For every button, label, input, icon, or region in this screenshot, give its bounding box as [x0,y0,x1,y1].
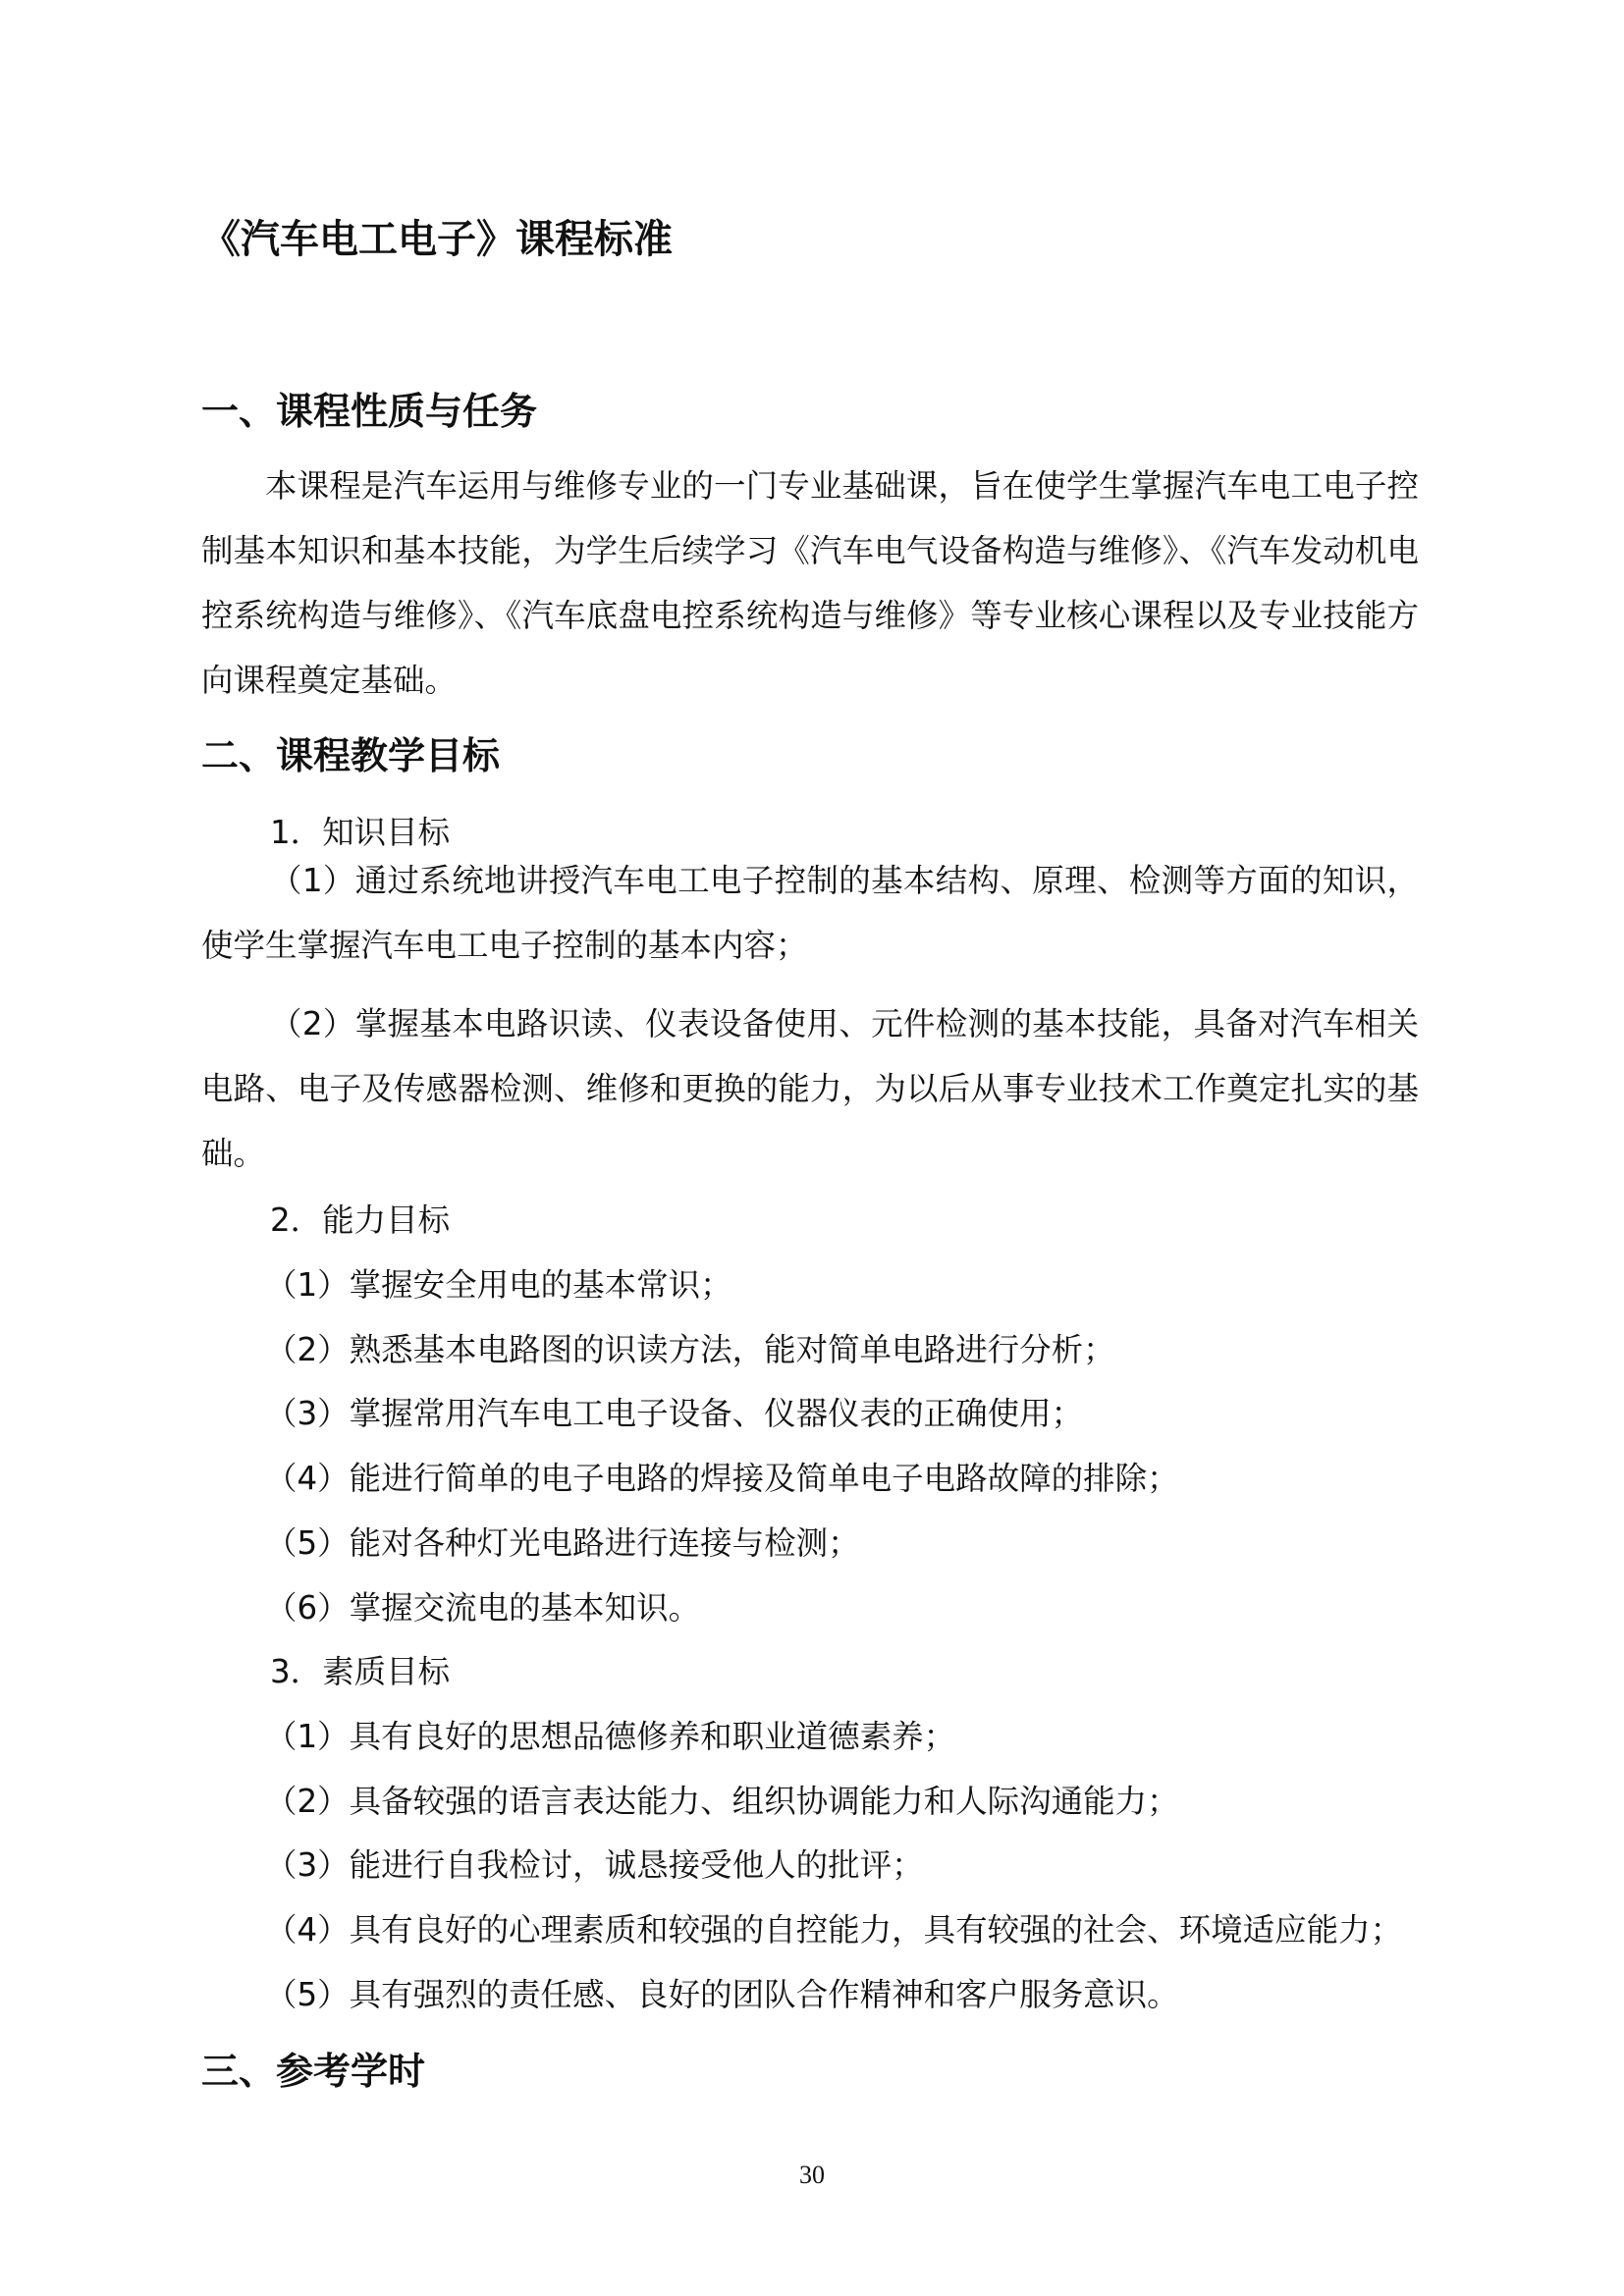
course-nature-paragraph: 本课程是汽车运用与维修专业的一门专业基础课，旨在使学生掌握汽车电工电子控制基本知识和基本技能，为学生后续学习《汽车电气设备构造与维修》、《汽车发动机电控系统构造与维修》、《汽车底盘电控系统构造与维修》等专业核心课程以及专业技能方向课程奠定基础。 [201,467,1419,699]
ability-goal-item: （6）掌握交流电的基本知识。 [265,1589,701,1627]
ability-goal-item: （5）能对各种灯光电路进行连接与检测； [265,1524,860,1562]
page-number: 30 [799,2161,825,2189]
quality-goal-item: （4）具有良好的心理素质和较强的自控能力，具有较强的社会、环境适应能力； [265,1911,1403,1949]
section-heading-course-nature: 一、课程性质与任务 [201,390,538,433]
section-heading-reference-hours: 三、参考学时 [201,2050,426,2093]
ability-goal-item: （4）能进行简单的电子电路的焊接及简单电子电路故障的排除； [265,1460,1179,1497]
quality-goals-label: 3．素质目标 [270,1653,451,1690]
quality-goal-item: （3）能进行自我检讨，诚恳接受他人的批评； [265,1846,924,1884]
quality-goal-item: （2）具备较强的语言表达能力、组织协调能力和人际沟通能力； [265,1783,1179,1820]
knowledge-goal-item: （2）掌握基本电路识读、仪表设备使用、元件检测的基本技能，具备对汽车相关电路、电子及传感器检测、维修和更换的能力，为以后从事专业技术工作奠定扎实的基础。 [201,1005,1419,1172]
document-title: 《汽车电工电子》课程标准 [201,217,673,262]
quality-goal-item: （5）具有强烈的责任感、良好的团队合作精神和客户服务意识。 [265,1976,1179,2013]
knowledge-goals-label: 1．知识目标 [270,814,451,851]
ability-goal-item: （1）掌握安全用电的基本常识； [265,1266,732,1304]
ability-goal-item: （3）掌握常用汽车电工电子设备、仪器仪表的正确使用； [265,1395,1084,1432]
quality-goal-item: （1）具有良好的思想品德修养和职业道德素养； [265,1718,956,1755]
ability-goal-item: （2）熟悉基本电路图的识读方法，能对简单电路进行分析； [265,1331,1115,1368]
knowledge-goal-item: （1）通过系统地讲授汽车电工电子控制的基本结构、原理、检测等方面的知识，使学生掌握汽车电工电子控制的基本内容； [201,862,1419,964]
section-heading-teaching-goals: 二、课程教学目标 [201,734,501,777]
ability-goals-label: 2．能力目标 [270,1201,451,1239]
